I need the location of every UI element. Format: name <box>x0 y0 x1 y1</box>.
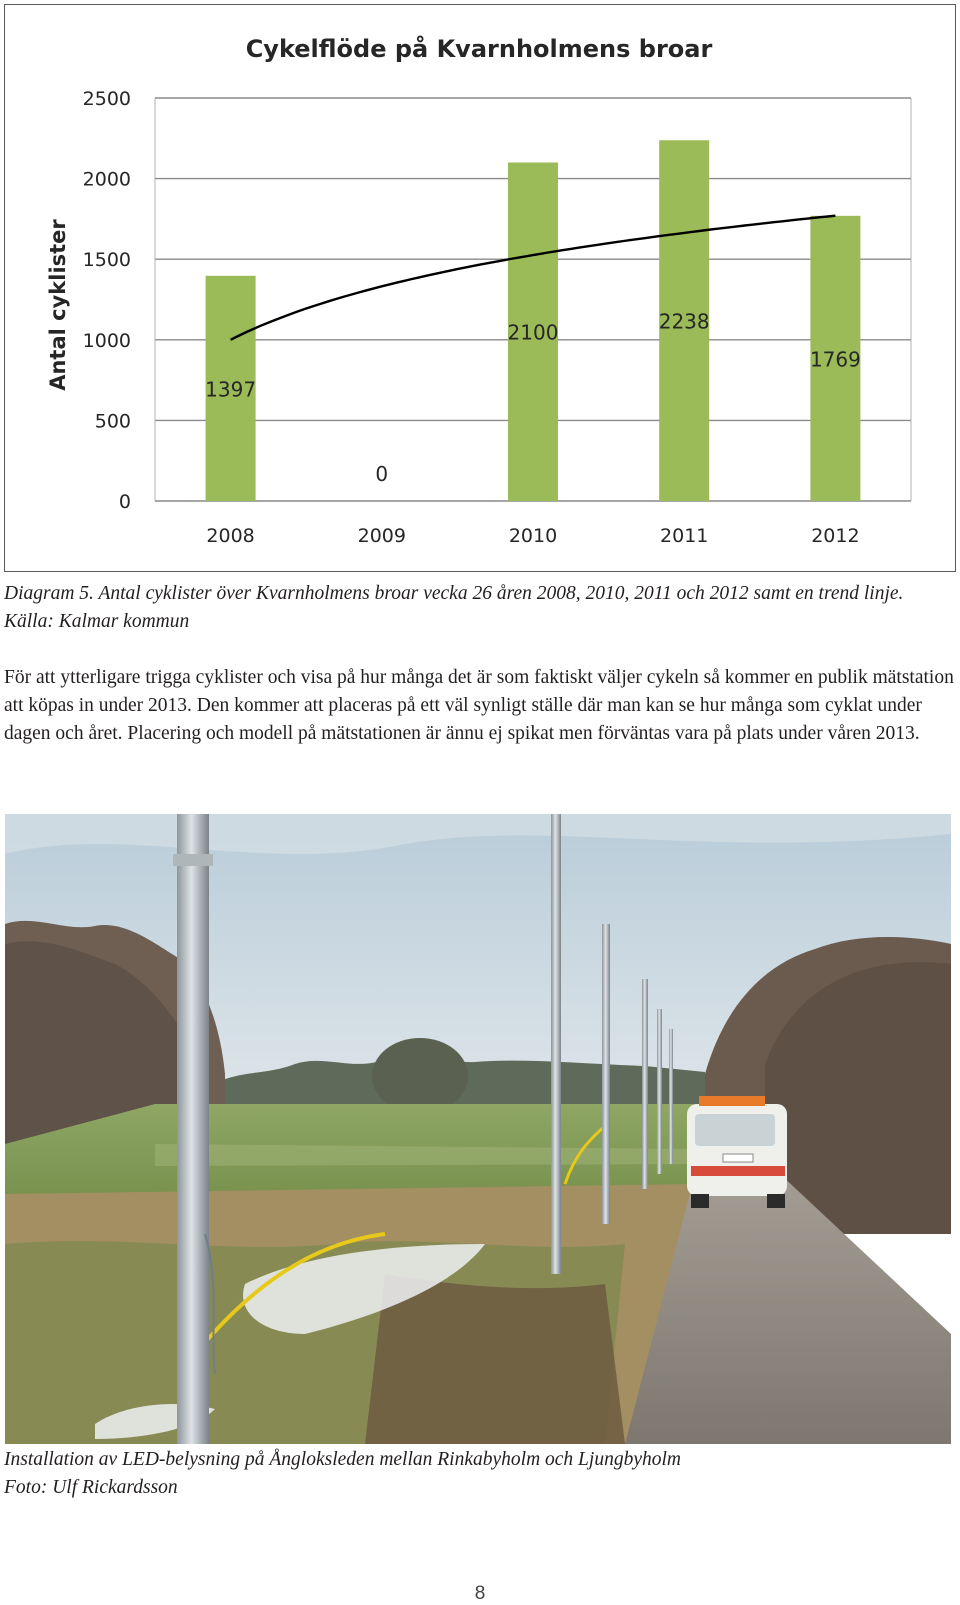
lamp-pole <box>657 1009 662 1174</box>
lamp-pole <box>551 814 561 1274</box>
x-tick-label: 2012 <box>811 525 860 547</box>
photo-illustration <box>5 814 951 1444</box>
page-number: 8 <box>474 1583 486 1604</box>
chart-frame <box>4 4 956 572</box>
photo-led-installation <box>5 814 951 1444</box>
x-tick-label: 2009 <box>357 525 406 547</box>
y-tick-label: 1500 <box>82 249 131 272</box>
y-tick-label: 500 <box>94 410 131 433</box>
chart-caption: Diagram 5. Antal cyklister över Kvarnholmens broar vecka 26 åren 2008, 2010, 2011 och 2012 samt en trend linje. Källa: Kalmar kommun <box>4 583 904 632</box>
lamp-pole <box>642 979 648 1189</box>
lamp-pole <box>602 924 610 1224</box>
body-paragraph: För att ytterligare trigga cyklister och visa på hur många det är som faktiskt väljer cykeln så kommer en publik mätstation att köpas in under 2013. Den kommer att placeras på ett väl synligt ställe där man kan se hur många som cyklat under dagen och året. Placering och modell på mätstationen är ännu ej spikat men förväntas vara på plats under våren 2013. <box>4 667 954 744</box>
y-tick-label: 1000 <box>82 329 131 352</box>
x-tick-label: 2011 <box>660 525 709 547</box>
lamp-pole <box>669 1029 673 1164</box>
data-label-2011: 2238 <box>658 309 710 334</box>
bar-chart <box>5 5 954 570</box>
photo-caption: Installation av LED-belysning på Ångloksleden mellan Rinkabyholm och Ljungbyholm <box>4 1449 681 1470</box>
y-axis-title: Antal cyklister <box>46 219 70 391</box>
y-tick-label: 2000 <box>82 168 131 191</box>
lamp-pole-near <box>177 814 209 1444</box>
chart-title: Cykelflöde på Kvarnholmens broar <box>245 35 713 63</box>
service-van <box>687 1096 787 1208</box>
chart-axis-labels <box>83 88 860 547</box>
y-tick-label: 2500 <box>82 88 131 110</box>
data-label-2009: 0 <box>375 462 389 486</box>
data-label-2010: 2100 <box>507 320 559 345</box>
data-label-2008: 1397 <box>205 377 257 402</box>
x-tick-label: 2010 <box>508 525 558 547</box>
photo-credit: Foto: Ulf Rickardsson <box>4 1477 178 1498</box>
data-label-2012: 1769 <box>809 347 861 372</box>
y-tick-label: 0 <box>118 491 131 513</box>
x-tick-label: 2008 <box>206 525 255 547</box>
